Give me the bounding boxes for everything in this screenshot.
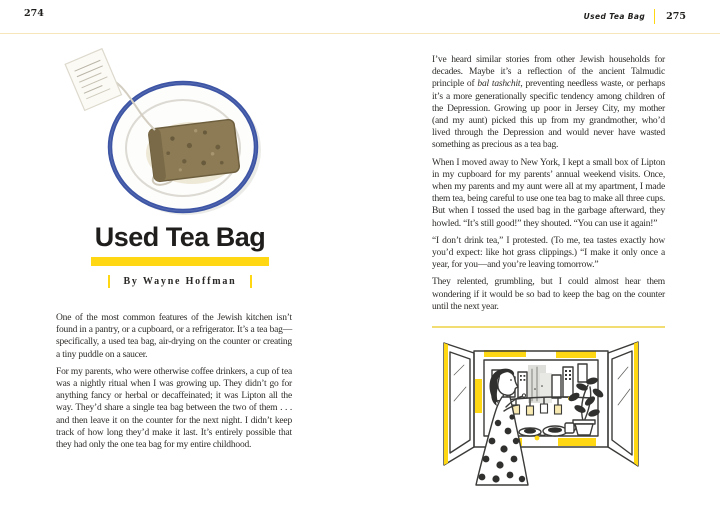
tea-bag-photo-illustration [52, 46, 284, 218]
body-paragraph: For my parents, who were otherwise coffee drinkers, a cup of tea was a nightly ritual when I was growing up. They didn’t go for anything fancy or herbal or decaffeinated; it was Lipton all the way. They’d share a single tea bag between the two of them . . . and then leave it on the counter for the next night. I didn’t keep track of how long they’d make it last. It’s entirely possible that they had only the one tea bag for my entire childhood. [56, 366, 292, 451]
window-illustration [440, 339, 652, 491]
title-highlight-bar [91, 257, 269, 266]
body-paragraph: I’ve heard similar stories from other Jewish households for decades. Maybe it’s a reflection of the ancient Talmudic principle of bal tashchit, preventing needless waste, or perhaps it’s a more generationally specific tendency among children of the Depression. Growing up poor in Jersey City, my mother (and my aunt) picked this up from my grandmother, who’d lived through the Depression and would never have wasted something as precious as a tea bag. [432, 55, 665, 151]
illustration-divider-rule [432, 326, 665, 328]
woman-hanging-tea-bags-image [440, 339, 652, 491]
left-body-text [56, 312, 292, 451]
page-number-right: 275 [666, 11, 686, 22]
body-paragraph: One of the most common features of the Jewish kitchen isn’t found in a pantry, or a cupboard, or a refrigerator. It’s a tea bag—specifically, a used tea bag, air-drying on the counter or creating a tiny puddle on a saucer. [56, 313, 292, 360]
chapter-title: Used Tea Bag [94, 222, 266, 252]
running-head-title: Used Tea Bag [583, 12, 646, 21]
byline: By Wayne Hoffman [108, 275, 251, 288]
tea-bag-on-saucer-image [52, 46, 284, 218]
body-paragraph: “I don’t drink tea,” I protested. (To me, tea tastes exactly how you’d expect: like hot grass clippings.) “I make it only once a year, for you—and you’re leaving tomorrow.” [432, 235, 665, 271]
page-number-left: 274 [24, 8, 44, 19]
body-paragraph: They relented, grumbling, but I could almost hear them wondering if it would be so bad to keep the bag on the counter until the next year. [432, 277, 665, 312]
right-body-text [432, 54, 665, 313]
body-paragraph: When I moved away to New York, I kept a small box of Lipton in my cupboard for my parents’ annual weekend visits. Once, when my parents and my aunt were all at my apartment, I made them tea, being careful to use one tea bag to make all three cups. But when I tossed the used bag in the garbage afterward, they howled. “It’s still good!” they shouted. “You can use it again!” [432, 157, 665, 229]
header-divider-tick [654, 9, 655, 24]
running-header [584, 9, 686, 24]
page-right [360, 0, 720, 526]
byline-row [0, 275, 360, 288]
